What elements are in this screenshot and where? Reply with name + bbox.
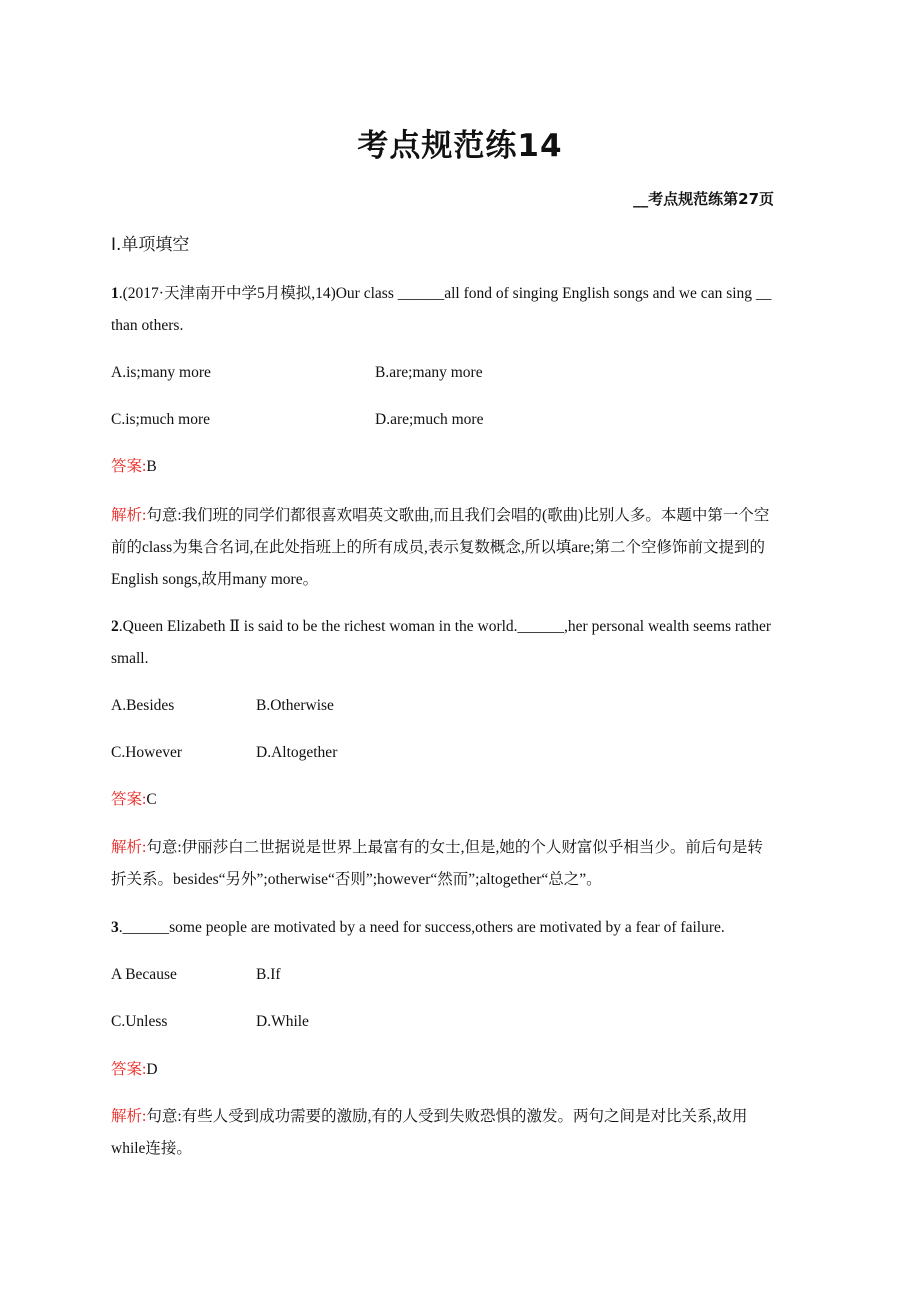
question-1-cont: than others. (111, 317, 184, 334)
analysis-line: English songs,故用many more。 (111, 571, 319, 588)
question-number: 1 (111, 285, 119, 302)
analysis (111, 838, 763, 858)
analysis-line: 折关系。besides“另外”;otherwise“否则”;however“然而”;altogether“总之”。 (111, 871, 602, 888)
option-b: B.are;many more (375, 364, 483, 381)
analysis (111, 1107, 747, 1127)
analysis-line: while连接。 (111, 1140, 192, 1157)
option-a: A.is;many more (111, 364, 211, 381)
answer-value: B (146, 458, 157, 475)
section-heading: Ⅰ.单项填空 (111, 235, 190, 255)
page-reference: __考点规范练第27页 (633, 190, 774, 208)
option-c: C.Unless (111, 1013, 168, 1030)
option-b: B.If (256, 966, 281, 983)
analysis-line: 句意:我们班的同学们都很喜欢唱英文歌曲,而且我们会唱的(歌曲)比别人多。本题中第一个空 (146, 507, 770, 524)
option-d: D.Altogether (256, 744, 338, 761)
analysis-line: 句意:有些人受到成功需要的激励,有的人受到失败恐惧的激发。两句之间是对比关系,故用 (146, 1108, 748, 1125)
answer-label: 答案: (111, 1061, 147, 1078)
analysis-line: 句意:伊丽莎白二世据说是世界上最富有的女士,但是,她的个人财富似乎相当少。前后句是转 (146, 839, 763, 856)
analysis-line: 前的class为集合名词,在此处指班上的所有成员,表示复数概念,所以填are;第二个空修饰前文提到的 (111, 539, 765, 556)
option-a: A.Besides (111, 697, 175, 714)
answer-value: C (146, 791, 157, 808)
option-b: B.Otherwise (256, 697, 334, 714)
option-a: A Because (111, 966, 177, 983)
question-1 (111, 284, 771, 304)
analysis (111, 506, 769, 526)
answer (111, 457, 157, 477)
analysis-label: 解析: (111, 1108, 147, 1125)
answer-label: 答案: (111, 458, 147, 475)
answer (111, 1060, 158, 1080)
analysis-label: 解析: (111, 507, 147, 524)
option-c: C.However (111, 744, 183, 761)
page-title: 考点规范练14 (357, 128, 563, 164)
question-text: .Queen Elizabeth Ⅱ is said to be the richest woman in the world.______,her personal wealth seems rather (118, 618, 772, 635)
question-text: .______some people are motivated by a need for success,others are motivated by a fear of failure. (118, 919, 725, 936)
analysis-label: 解析: (111, 839, 147, 856)
answer-label: 答案: (111, 791, 147, 808)
answer (111, 790, 157, 810)
option-d: D.While (256, 1013, 309, 1030)
question-2-cont: small. (111, 650, 149, 667)
option-d: D.are;much more (375, 411, 484, 428)
question-2 (111, 617, 771, 637)
question-number: 3 (111, 919, 119, 936)
option-c: C.is;much more (111, 411, 211, 428)
answer-value: D (146, 1061, 158, 1078)
question-3 (111, 918, 725, 938)
question-text: .(2017·天津南开中学5月模拟,14)Our class ______all fond of singing English songs and we can sing __ (118, 285, 772, 302)
question-number: 2 (111, 618, 119, 635)
